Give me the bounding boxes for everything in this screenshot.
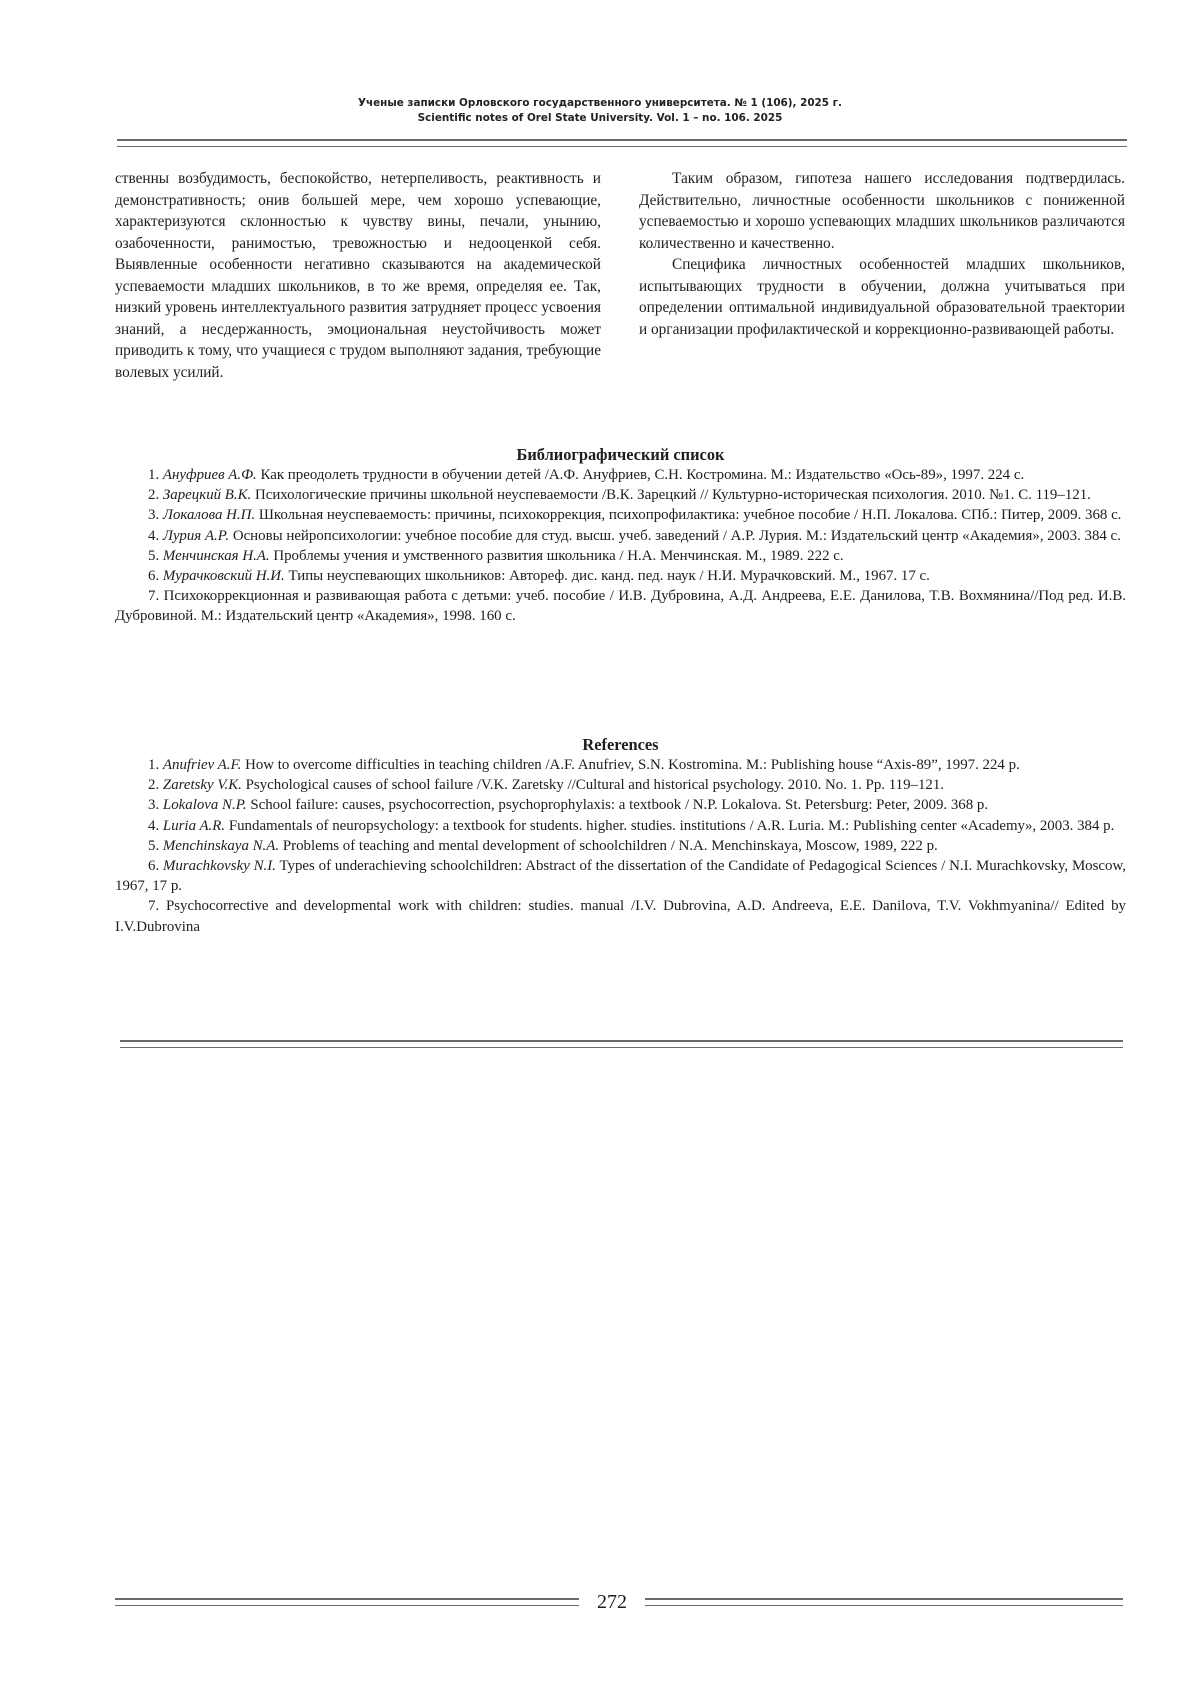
page-number: 272 — [597, 1591, 627, 1613]
bibliography-title: Библиографический список — [516, 445, 725, 464]
reference-text: Типы неуспевающих школьников: Автореф. дис. канд. пед. наук / Н.И. Мурачковский. М., 1967. 17 с. — [284, 568, 930, 585]
reference-number: 1. — [148, 757, 160, 773]
reference-author: Lokalova N.P. — [162, 797, 247, 814]
reference-item — [115, 755, 1126, 775]
body-paragraph: Таким образом, гипотеза нашего исследования подтвердилась. Действительно, личностные особенности школьников с пониженной успеваемостью и хорошо успевающих младших школьников различаются количественно и качественно. — [639, 170, 1125, 252]
references-title: References — [582, 735, 659, 754]
reference-number: 7. — [148, 898, 160, 915]
reference-item — [115, 795, 1126, 815]
body-paragraph: ственны возбудимость, беспокойство, нетерпеливость, реактивность и демонстративность; онив большей мере, чем хорошо успевающие, характеризуются склонностью к чувству вины, печали, унынию, озабоченности, ранимостью, тревожностью и недооценкой себя. Выявленные особенности негативно сказываются на академической успеваемости младших школьников, в то же время, определяя ее. Так, низкий уровень интеллектуального развития затрудняет процесс усвоения знаний, а несдержанность, эмоциональная неустойчивость может приводить к тому, что учащиеся с трудом выполняют задания, требующие волевых усилий. — [115, 170, 601, 381]
reference-item — [115, 566, 1126, 586]
reference-text: Types of underachieving schoolchildren: Abstract of the dissertation of the Candidate of Pedagogical Sciences / N.I. Murachkovsky, Moscow, 1967, 17 p. — [115, 858, 1126, 895]
reference-item — [115, 856, 1126, 896]
header-line-ru: Ученые записки Орловского государственного университета. № 1 (106), 2025 г. — [357, 97, 843, 109]
reference-author: Menchinskaya N.A. — [162, 837, 280, 854]
reference-text: Проблемы учения и умственного развития школьника / Н.А. Менчинская. М., 1989. 222 с. — [269, 547, 844, 564]
reference-number: 2. — [148, 777, 160, 794]
reference-item — [115, 485, 1126, 505]
reference-item — [115, 836, 1126, 856]
end-of-article-rule — [120, 1040, 1123, 1048]
reference-author: Локалова Н.П. — [162, 507, 256, 524]
reference-text: Psychological causes of school failure /V.K. Zaretsky //Cultural and historical psychology. 2010. No. 1. Pp. 119–121. — [241, 777, 945, 794]
reference-number: 2. — [148, 487, 160, 504]
reference-number: 5. — [148, 837, 160, 854]
reference-text: Школьная неуспеваемость: причины, психокоррекция, психопрофилактика: учебное пособие / Н.П. Локалова. СПб.: Питер, 2009. 368 с. — [255, 507, 1122, 524]
footer-rule-left — [115, 1598, 579, 1606]
reference-text: Psychocorrective and developmental work with children: studies. manual /I.V. Dubrovina, A.D. Andreeva, E.E. Danilova, T.V. Vokhmyanina// Edited by I.V.Dubrovina — [115, 898, 1127, 935]
reference-author: Зарецкий В.К. — [162, 487, 252, 504]
reference-number: 6. — [148, 568, 160, 585]
reference-number: 4. — [148, 817, 160, 834]
header-rule — [117, 139, 1127, 147]
reference-number: 3. — [148, 507, 160, 524]
reference-number: 3. — [148, 797, 160, 814]
reference-author: Zaretsky V.K. — [162, 777, 242, 794]
reference-item — [115, 505, 1126, 525]
header-line-en: Scientific notes of Orel State University. Vol. 1 – no. 106. 2025 — [417, 112, 783, 124]
reference-author: Luria A.R. — [162, 817, 226, 834]
reference-item — [115, 526, 1126, 546]
reference-text: School failure: causes, psychocorrection, psychoprophylaxis: a textbook / N.P. Lokalova. St. Petersburg: Peter, 2009. 368 p. — [246, 797, 989, 814]
reference-item — [115, 896, 1126, 936]
reference-author: Мурачковский Н.И. — [162, 568, 285, 585]
reference-item — [115, 465, 1126, 485]
running-header — [0, 96, 1200, 126]
bibliography-section — [115, 445, 1126, 627]
reference-author: Ануфриев А.Ф. — [162, 467, 257, 483]
left-column — [115, 168, 601, 383]
reference-item — [115, 586, 1126, 626]
reference-number: 5. — [148, 547, 160, 564]
references-section — [115, 735, 1126, 937]
reference-text: Основы нейропсихологии: учебное пособие для студ. высш. учеб. заведений / А.Р. Лурия. М.: Издательский центр «Академия», 2003. 384 с. — [229, 527, 1121, 544]
reference-author: Менчинская Н.А. — [162, 547, 270, 564]
reference-item — [115, 775, 1126, 795]
reference-text: Fundamentals of neuropsychology: a textbook for students. higher. studies. institutions / A.R. Luria. M.: Publishing center «Academy», 2003. 384 p. — [225, 817, 1115, 834]
reference-number: 4. — [148, 527, 160, 544]
reference-number: 1. — [148, 467, 160, 483]
reference-text: Психокоррекционная и развивающая работа с детьми: учеб. пособие / И.В. Дубровина, А.Д. Андреева, Е.Е. Данилова, Т.В. Вохмянина//Под ред. И.В. Дубровиной. М.: Издательский центр «Академия», 1998. 160 с. — [115, 588, 1126, 625]
reference-number: 6. — [148, 858, 160, 875]
reference-author: Anufriev A.F. — [162, 757, 242, 773]
reference-text: Психологические причины школьной неуспеваемости /В.К. Зарецкий // Культурно-историческая психология. 2010. №1. С. 119–121. — [251, 487, 1091, 504]
body-paragraph: Специфика личностных особенностей младших школьников, испытывающих трудности в обучении, должна учитываться при определении оптимальной индивидуальной образовательной траектории и организации профилактической и коррекционно-развивающей работы. — [639, 256, 1125, 338]
reference-author: Лурия А.Р. — [162, 527, 230, 544]
right-column — [639, 168, 1125, 340]
reference-text: How to overcome difficulties in teaching children /A.F. Anufriev, S.N. Kostromina. M.: Publishing house “Axis-89”, 1997. 224 p. — [241, 757, 1020, 773]
reference-item — [115, 546, 1126, 566]
reference-author: Murachkovsky N.I. — [162, 858, 276, 875]
reference-text: Как преодолеть трудности в обучении детей /А.Ф. Ануфриев, С.Н. Костромина. М.: Издательство «Ось-89», 1997. 224 с. — [256, 467, 1025, 483]
reference-item — [115, 816, 1126, 836]
reference-number: 7. — [148, 588, 160, 605]
footer-rule-right — [645, 1598, 1123, 1606]
reference-text: Problems of teaching and mental development of schoolchildren / N.A. Menchinskaya, Moscow, 1989, 222 p. — [279, 837, 938, 854]
